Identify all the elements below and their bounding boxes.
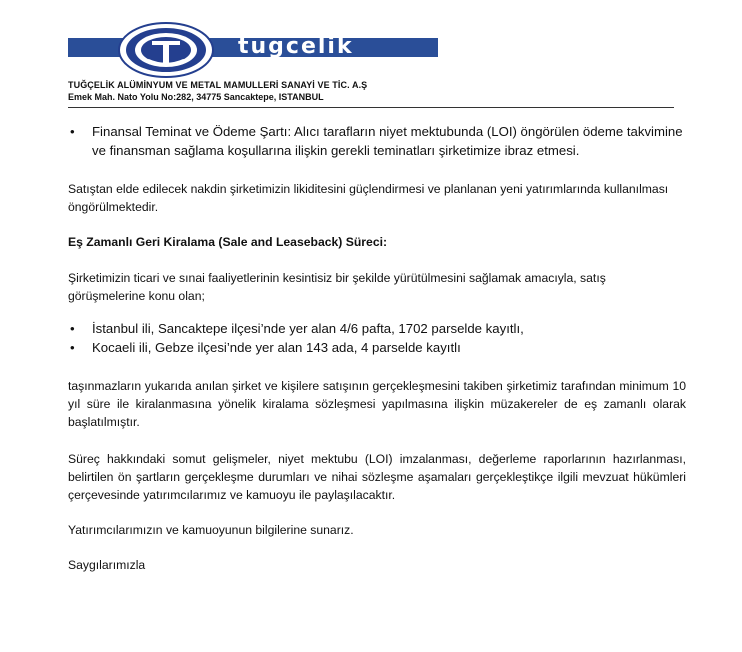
list-item-text: Finansal Teminat ve Ödeme Şartı: Alıcı tarafların niyet mektubunda (LOI) öngörülen ödeme takvimine ve finansman sağlama koşullarına ilişkin gerekli teminatları şirketimize ibraz etmesi.: [92, 124, 683, 158]
bullet-icon: •: [70, 340, 75, 355]
paragraph-purpose: Şirketimizin ticari ve sınai faaliyetlerinin kesintisiz bir şekilde yürütülmesini sağlamak amacıyla, satış görüşmelerine konu olan;: [68, 271, 606, 303]
list-item: [68, 319, 686, 338]
letterhead: [0, 0, 742, 112]
property-list: [68, 319, 686, 357]
paragraph-liquidity: Satıştan elde edilecek nakdin şirketimizin likiditesini güçlendirmesi ve planlanan yeni yatırımlarında kullanılması öngörülmektedir.: [68, 182, 669, 214]
bullet-icon: •: [70, 321, 75, 336]
condition-list: [68, 122, 686, 160]
paragraph-notice: Yatırımcılarımızın ve kamuoyunun bilgilerine sunarız.: [68, 523, 354, 537]
list-item: [68, 338, 686, 357]
list-item-text: Kocaeli ili, Gebze ilçesi’nde yer alan 143 ada, 4 parselde kayıtlı: [92, 340, 461, 355]
company-name: TUĞÇELİK ALÜMİNYUM VE METAL MAMULLERİ SANAYİ VE TİC. A.Ş: [68, 80, 368, 90]
brand-name: tugcelik: [238, 34, 354, 59]
paragraph-leaseback: taşınmazların yukarıda anılan şirket ve kişilere satışının gerçekleşmesini takiben şirketimiz tarafından minimum 10 yıl süre ile kiralanmasına yönelik kiralama sözleşmesi yapılmasına ilişkin müzakereler de eş zamanlı olarak başlatılmıştır.: [68, 379, 686, 429]
header-divider: [68, 107, 674, 108]
paragraph-disclosure: Süreç hakkındaki somut gelişmeler, niyet mektubu (LOI) imzalanması, değerleme raporlarının hazırlanması, belirtilen ön şartların gerçekleşme durumları ve nihai sözleşme aşamaları gerçekleştikçe ilgili mevzuat hükümleri çerçevesinde yatırımcılarımız ve kamuoyu ile paylaşılacaktır.: [68, 452, 686, 502]
list-item-text: İstanbul ili, Sancaktepe ilçesi’nde yer alan 4/6 pafta, 1702 parselde kayıtlı,: [92, 321, 524, 336]
company-address: Emek Mah. Nato Yolu No:282, 34775 Sancaktepe, ISTANBUL: [68, 92, 324, 102]
bullet-icon: •: [70, 124, 75, 139]
letter-body: [68, 122, 686, 574]
list-item: [68, 122, 686, 160]
section-heading: Eş Zamanlı Geri Kiralama (Sale and Leaseback) Süreci:: [68, 235, 388, 249]
closing-text: Saygılarımızla: [68, 558, 146, 572]
tugcelik-emblem-icon: [118, 22, 214, 78]
